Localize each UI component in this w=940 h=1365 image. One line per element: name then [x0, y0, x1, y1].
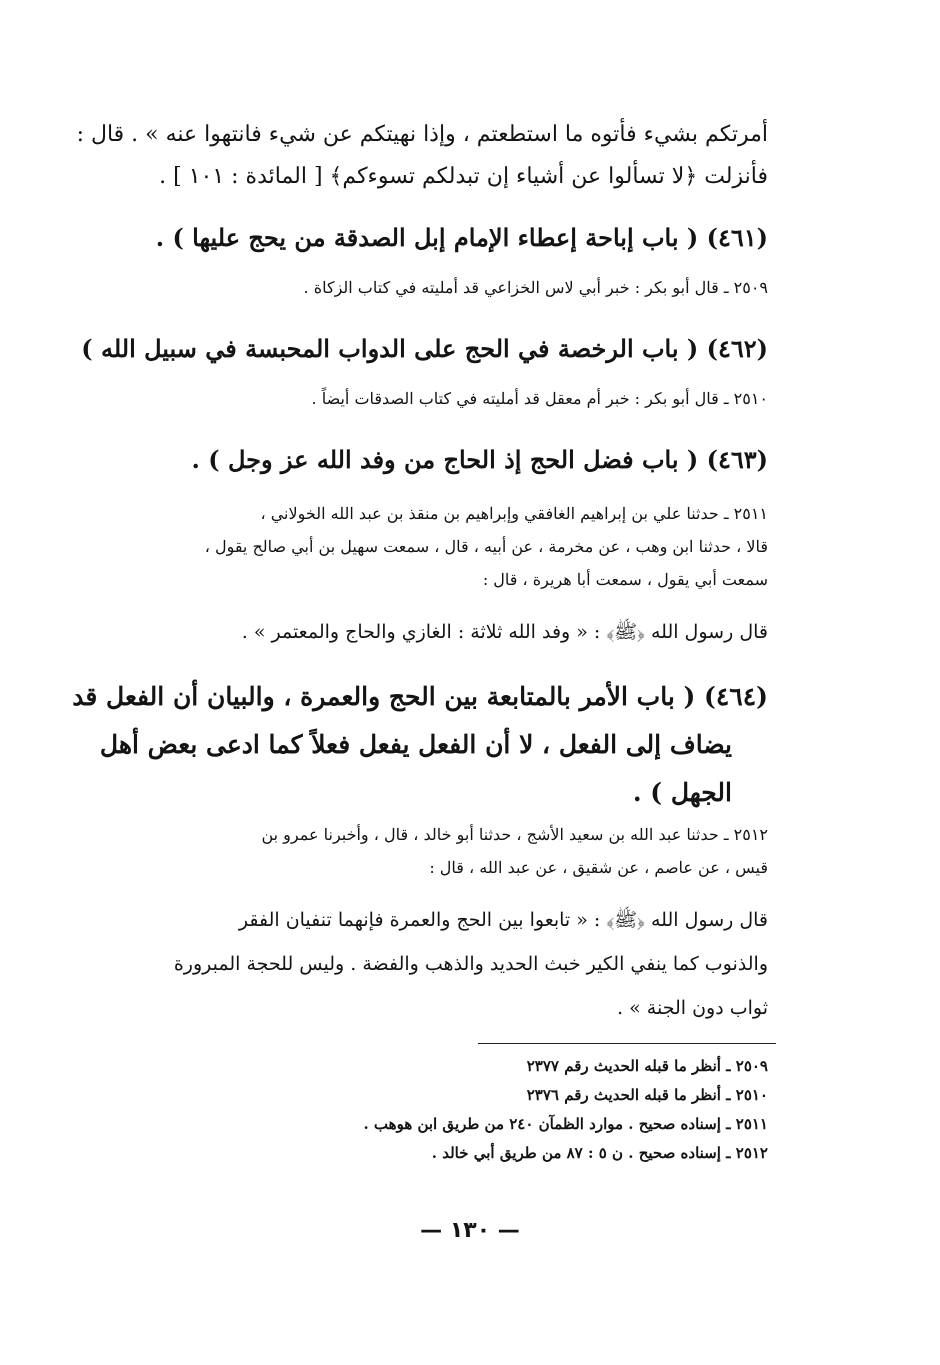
heading-line: الجهل ) . [632, 778, 732, 807]
matn-2512 [174, 898, 768, 1030]
isnad-line: سمعت أبي يقول ، سمعت أبا هريرة ، قال : [482, 570, 768, 589]
matn-line: قال رسول الله ﴿ﷺ﴾ : « تابعوا بين الحج والعمرة فإنهما تنفيان الفقر [238, 909, 768, 931]
matn-2511: قال رسول الله ﴿ﷺ﴾ : « وفد الله ثلاثة : الغازي والحاج والمعتمر » . [241, 621, 768, 643]
intro-text [77, 114, 768, 198]
chapter-heading-464 [72, 673, 768, 817]
footnote: ٢٥١٢ ـ إسناده صحيح . ن ٥ : ٨٧ من طريق أبي خالد . [431, 1144, 768, 1162]
chapter-heading-463: (٤٦٣) ( باب فضل الحج إذ الحاج من وفد الله عز وجل ) . [191, 445, 768, 474]
heading-line: (٤٦٤) ( باب الأمر بالمتابعة بين الحج والعمرة ، والبيان أن الفعل قد [72, 682, 768, 711]
text-line: أمرتكم بشيء فأتوه ما استطعتم ، وإذا نهيتكم عن شيء فانتهوا عنه » . قال : [76, 122, 768, 147]
isnad-line: ٢٥١٢ ـ حدثنا عبد الله بن سعيد الأشج ، حدثنا أبو خالد ، قال ، وأخبرنا عمرو بن [261, 825, 768, 844]
footnote: ٢٥١٠ ـ أنظر ما قبله الحديث رقم ٢٣٧٦ [526, 1086, 768, 1104]
footnote: ٢٥١١ ـ إسناده صحيح . موارد الظمآن ٢٤٠ من طريق ابن هوهب . [363, 1115, 768, 1133]
hadith-2511 [205, 497, 768, 596]
footnote: ٢٥٠٩ ـ أنظر ما قبله الحديث رقم ٢٣٧٧ [526, 1057, 768, 1075]
isnad-line: قيس ، عن عاصم ، عن شقيق ، عن عبد الله ، قال : [429, 858, 768, 877]
hadith-2510: ٢٥١٠ ـ قال أبو بكر : خبر أم معقل قد أمليته في كتاب الصدقات أيضاً . [311, 389, 768, 408]
footnote-separator [478, 1043, 776, 1044]
isnad-line: قالا ، حدثنا ابن وهب ، عن مخرمة ، عن أبيه ، قال ، سمعت سهيل بن أبي صالح يقول ، [204, 537, 768, 556]
heading-line: يضاف إلى الفعل ، لا أن الفعل يفعل فعلاً كما ادعى بعض أهل [99, 730, 732, 759]
text-line: فأنزلت ﴿لا تسألوا عن أشياء إن تبدلكم تسوءكم﴾ [ المائدة : ١٠١ ] . [159, 164, 768, 189]
matn-line: والذنوب كما ينفي الكير خبث الحديد والذهب والفضة . وليس للحجة المبرورة [173, 953, 768, 975]
page-number: — ١٣٠ — [420, 1218, 520, 1243]
chapter-heading-461: (٤٦١) ( باب إباحة إعطاء الإمام إبل الصدقة من يحج عليها ) . [155, 223, 768, 252]
hadith-2512 [261, 818, 768, 884]
hadith-2509: ٢٥٠٩ ـ قال أبو بكر : خبر أبي لاس الخزاعي قد أمليته في كتاب الزكاة . [303, 278, 768, 297]
matn-line: ثواب دون الجنة » . [617, 997, 768, 1019]
isnad-line: ٢٥١١ ـ حدثنا علي بن إبراهيم الغافقي وإبراهيم بن منقذ بن عبد الله الخولاني ، [260, 504, 768, 523]
footnotes [363, 1052, 768, 1168]
chapter-heading-462: (٤٦٢) ( باب الرخصة في الحج على الدواب المحبسة في سبيل الله ) [81, 334, 768, 363]
